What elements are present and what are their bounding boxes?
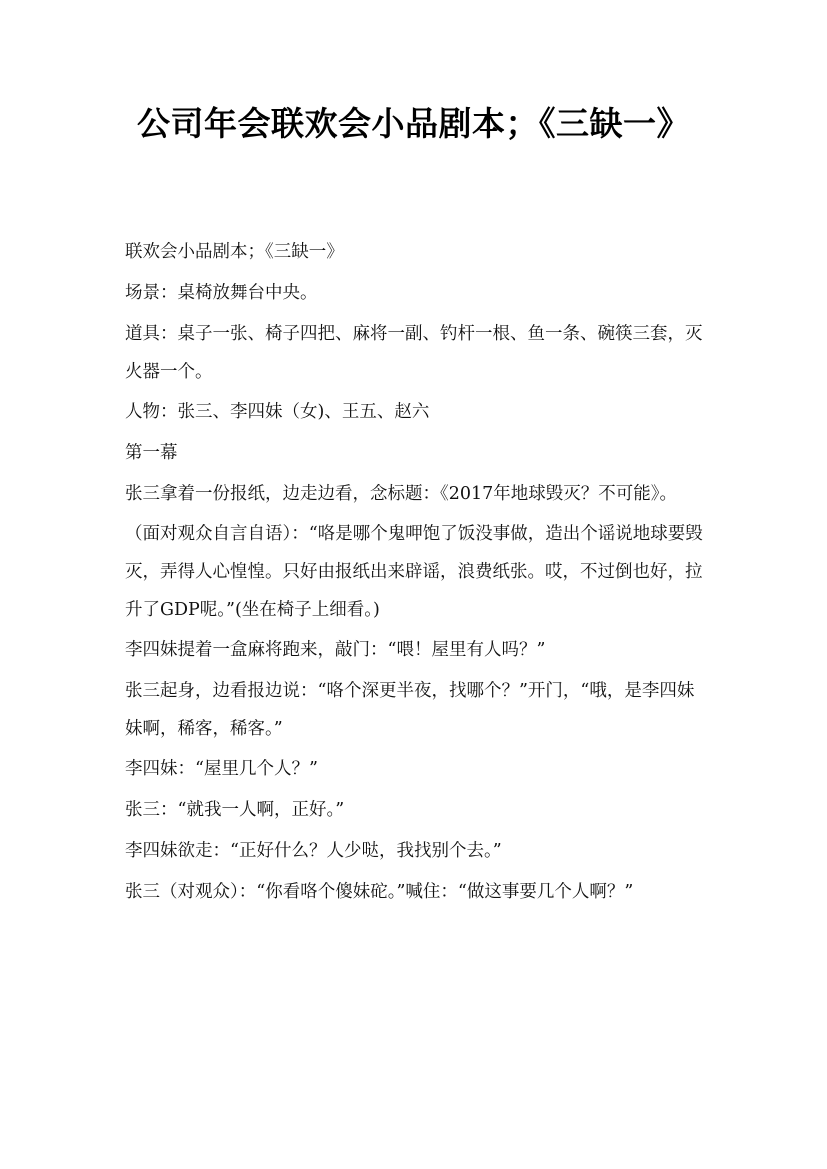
paragraph-zhangsan-calls: 张三（对观众）：“你看咯个傻妹砣。”喊住：“做这事要几个人啊？”: [125, 882, 634, 902]
paragraph-zhangsan-alone: 张三：“就我一人啊，正好。”: [125, 800, 345, 820]
paragraph-lisimei-asks: 李四妹：“屋里几个人？”: [125, 759, 318, 779]
paragraph-zhangsan-newspaper: 张三拿着一份报纸，边走边看，念标题：《2017年地球毁灭？不可能》。: [125, 484, 678, 504]
paragraph-act-one: 第一幕: [125, 443, 178, 463]
document-body: [125, 238, 710, 918]
paragraph-lisimei-leaves: 李四妹欲走：“正好什么？人少哒，我找别个去。”: [125, 841, 502, 861]
paragraph-heading-repeat: 联欢会小品剧本；《三缺一》: [125, 242, 344, 262]
paragraph-scene: 场景：桌椅放舞台中央。: [125, 283, 318, 303]
paragraph-monologue: （面对观众自言自语）：“咯是哪个鬼呷饱了饭没事做，造出个谣说地球要毁灭，弄得人心惶惶。只好由报纸出来辟谣，浪费纸张。哎，不过倒也好，拉升了GDP呢。”(坐在椅子上细看。): [125, 524, 703, 620]
paragraph-props: 道具：桌子一张、椅子四把、麻将一副、钓杆一根、鱼一条、碗筷三套，灭火器一个。: [125, 324, 703, 382]
document-title: 公司年会联欢会小品剧本；《三缺一》: [137, 104, 690, 143]
paragraph-zhangsan-opens-door: 张三起身，边看报边说：“咯个深更半夜，找哪个？”开门，“哦，是李四妹妹啊，稀客，稀客。”: [125, 681, 695, 739]
paragraph-lisimei-knocks: 李四妹提着一盒麻将跑来，敲门：“喂！屋里有人吗？”: [125, 640, 546, 660]
paragraph-characters: 人物：张三、李四妹（女)、王五、赵六: [125, 402, 430, 422]
